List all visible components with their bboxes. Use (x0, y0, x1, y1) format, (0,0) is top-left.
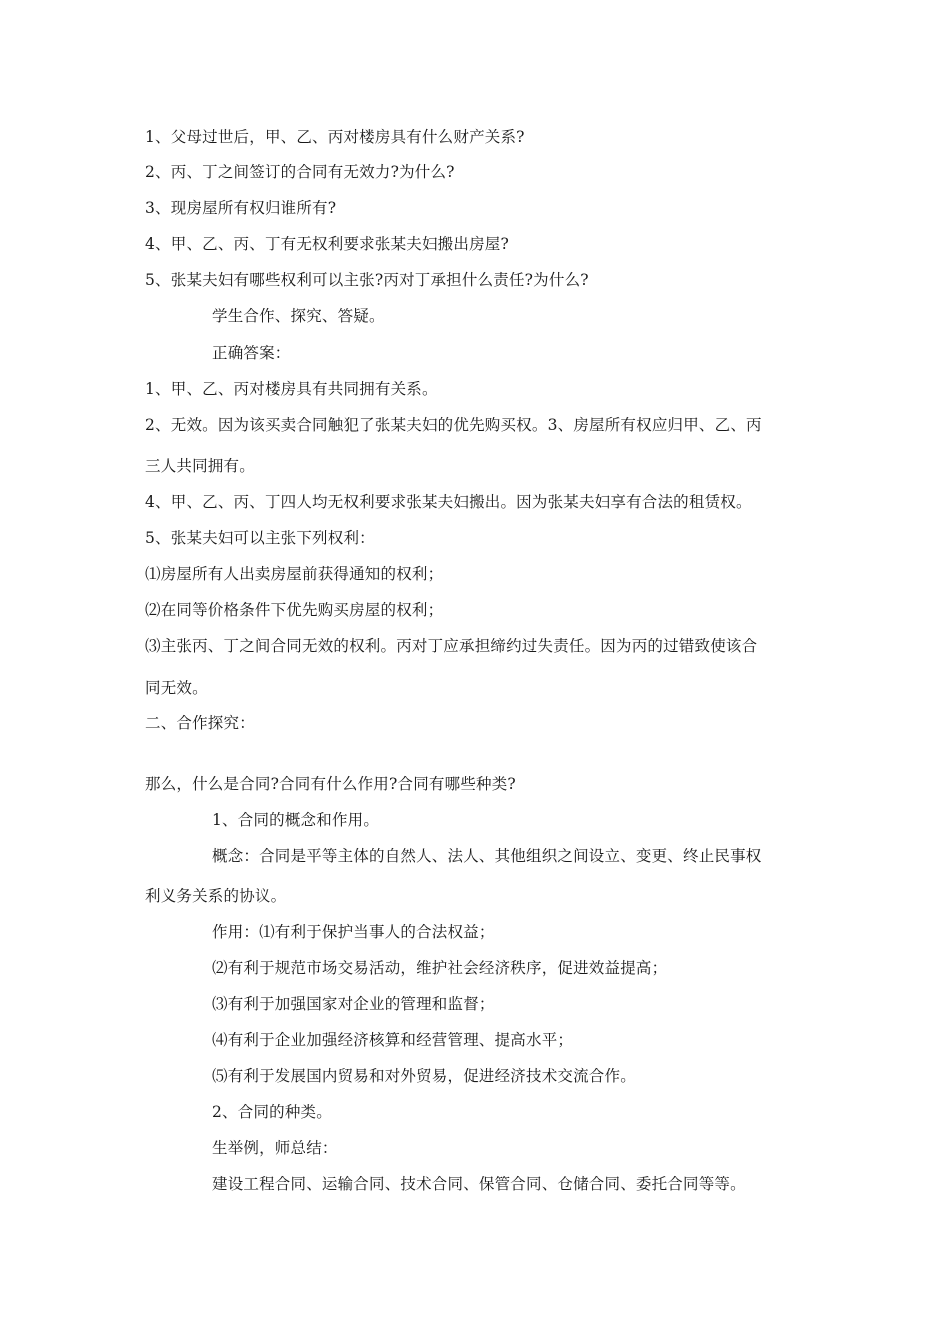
concept-text: 概念：合同是平等主体的自然人、法人、其他组织之间设立、变更、终止民事权 (212, 847, 762, 865)
function-item-2: ⑵有利于规范市场交易活动，维护社会经济秩序，促进效益提高； (212, 959, 668, 977)
answer-5-item-1: ⑴房屋所有人出卖房屋前获得通知的权利； (145, 565, 444, 583)
function-item-3: ⑶有利于加强国家对企业的管理和监督； (212, 995, 495, 1013)
question-1: 1、父母过世后，甲、乙、丙对楼房具有什么财产关系? (145, 128, 525, 146)
function-item-5: ⑸有利于发展国内贸易和对外贸易，促进经济技术交流合作。 (212, 1067, 636, 1085)
question-2: 2、丙、丁之间签订的合同有无效力?为什么? (145, 163, 455, 181)
answer-5: 5、张某夫妇可以主张下列权利： (145, 529, 375, 547)
answer-2: 2、无效。因为该买卖合同触犯了张某夫妇的优先购买权。3、房屋所有权应归甲、乙、丙 (145, 416, 762, 434)
answer-5-item-2: ⑵在同等价格条件下优先购买房屋的权利； (145, 601, 444, 619)
answer-5-item-3: ⑶主张丙、丁之间合同无效的权利。丙对丁应承担缔约过失责任。因为丙的过错致使该合 (145, 637, 758, 655)
answer-heading: 正确答案： (212, 344, 291, 362)
subheading-concept: 1、合同的概念和作用。 (212, 811, 380, 829)
function-item-1: 作用：⑴有利于保护当事人的合法权益； (212, 923, 495, 941)
answer-1: 1、甲、乙、丙对楼房具有共同拥有关系。 (145, 380, 438, 398)
answer-5-item-3-cont: 同无效。 (145, 679, 208, 697)
student-activity: 学生合作、探究、答疑。 (212, 307, 385, 325)
question-5: 5、张某夫妇有哪些权利可以主张?丙对丁承担什么责任?为什么? (145, 271, 589, 289)
section-heading: 二、合作探究： (145, 714, 255, 732)
teacher-summary: 生举例，师总结： (212, 1139, 338, 1157)
answer-4: 4、甲、乙、丙、丁四人均无权利要求张某夫妇搬出。因为张某夫妇享有合法的租赁权。 (145, 493, 752, 511)
concept-text-cont: 利义务关系的协议。 (145, 887, 287, 905)
intro-question: 那么，什么是合同?合同有什么作用?合同有哪些种类? (145, 775, 516, 793)
question-4: 4、甲、乙、丙、丁有无权利要求张某夫妇搬出房屋? (145, 235, 509, 253)
answer-3-cont: 三人共同拥有。 (145, 457, 255, 475)
function-item-4: ⑷有利于企业加强经济核算和经营管理、提高水平； (212, 1031, 574, 1049)
subheading-types: 2、合同的种类。 (212, 1103, 332, 1121)
contract-types-list: 建设工程合同、运输合同、技术合同、保管合同、仓储合同、委托合同等等。 (212, 1175, 746, 1193)
question-3: 3、现房屋所有权归谁所有? (145, 199, 337, 217)
